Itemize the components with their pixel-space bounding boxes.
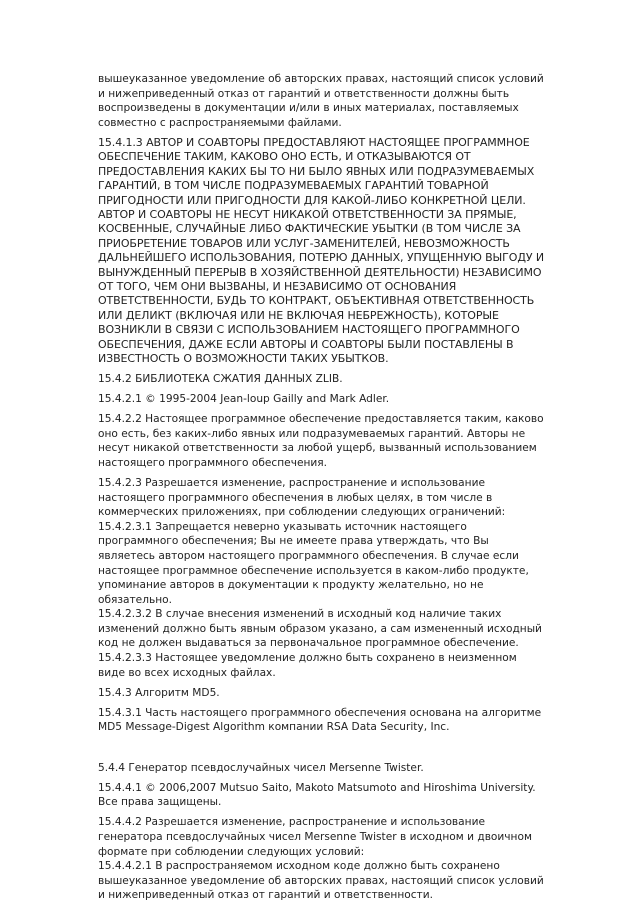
paragraph-15-4-4-2-1: 15.4.4.2.1 В распространяемом исходном коде должно быть сохранено вышеуказанное уведомление об авторских правах, настоящий список условий и нижеприведенный отказ от гарантий и ответственности. (98, 860, 544, 902)
section-15-4-2-3 (98, 476, 546, 680)
paragraph-15-4-2-3-2: 15.4.2.3.2 В случае внесения изменений в исходный код наличие таких изменений должно быть явным образом указано, а сам измененный исходный код не должен выдаваться за первоначальное программное обеспечение. (98, 608, 542, 650)
paragraph-15-4-2-3-3: 15.4.2.3.3 Настоящее уведомление должно быть сохранено в неизменном виде во всех исходных файлах. (98, 652, 517, 679)
paragraph-15-4-4-2: 15.4.4.2 Разрешается изменение, распространение и использование генератора псевдослучайных чисел Mersenne Twister в исходном и двоичном формате при соблюдении следующих условий: (98, 816, 532, 858)
heading-15-4-2-zlib: 15.4.2 БИБЛИОТЕКА СЖАТИЯ ДАННЫХ ZLIB. (98, 372, 343, 385)
paragraph-15-4-2-3: 15.4.2.3 Разрешается изменение, распространение и использование настоящего программного обеспечения в любых целях, в том числе в коммерческих приложениях, при соблюдении следующих ограничений: (98, 476, 506, 519)
paragraph-copyright-notice-continuation: вышеуказанное уведомление об авторских правах, настоящий список условий и нижеприведенный отказ от гарантий и ответственности должны быть воспроизведены в документации и/или в иных материалах, поставляемых совместно с распространяемыми файлами. (98, 73, 544, 129)
paragraph-15-4-3-1: 15.4.3.1 Часть настоящего программного обеспечения основана на алгоритме MD5 Message-Digest Algorithm компании RSA Data Security, Inc. (98, 706, 542, 734)
paragraph-15-4-2-3-1: 15.4.2.3.1 Запрещается неверно указывать источник настоящего программного обеспечения; Вы не имеете права утверждать, что Вы являетесь автором настоящего программного обеспечения. В случае если настоящее программное обеспечение используется в каком-либо продукте, упоминание авторов в документации к продукту желательно, но не обязательно. (98, 520, 529, 606)
paragraph-15-4-4-1: 15.4.4.1 © 2006,2007 Mutsuo Saito, Makoto Matsumoto and Hiroshima University. Все права защищены. (98, 781, 536, 809)
heading-5-4-4-mersenne-twister: 5.4.4 Генератор псевдослучайных чисел Mersenne Twister. (98, 761, 424, 774)
paragraph-15-4-2-2: 15.4.2.2 Настоящее программное обеспечение предоставляется таким, каково оно есть, без каких-либо явных или подразумеваемых гарантий. Авторы не несут никакой ответственности за любой ущерб, вызванный использованием настоящего программного обеспечения. (98, 413, 544, 469)
paragraph-15-4-2-1: 15.4.2.1 © 1995-2004 Jean-loup Gailly and Mark Adler. (98, 392, 390, 405)
paragraph-15-4-1-3-disclaimer: 15.4.1.3 АВТОР И СОАВТОРЫ ПРЕДОСТАВЛЯЮТ НАСТОЯЩЕЕ ПРОГРАММНОЕ ОБЕСПЕЧЕНИЕ ТАКИМ, КАКОВО ОНО ЕСТЬ, И ОТКАЗЫВАЮТСЯ ОТ ПРЕДОСТАВЛЕНИЯ КАКИХ БЫ ТО НИ БЫЛО ЯВНЫХ ИЛИ ПОДРАЗУМЕВАЕМЫХ ГАРАНТИЙ, В ТОМ ЧИСЛЕ ПОДРАЗУМЕВАЕМЫХ ГАРАНТИЙ ТОВАРНОЙ ПРИГОДНОСТИ ИЛИ ПРИГОДНОСТИ ДЛЯ КАКОЙ-ЛИБО КОНКРЕТНОЙ ЦЕЛИ. АВТОР И СОАВТОРЫ НЕ НЕСУТ НИКАКОЙ ОТВЕТСТВЕННОСТИ ЗА ПРЯМЫЕ, КОСВЕННЫЕ, СЛУЧАЙНЫЕ ЛИБО ФАКТИЧЕСКИЕ УБЫТКИ (В ТОМ ЧИСЛЕ ЗА ПРИОБРЕТЕНИЕ ТОВАРОВ ИЛИ УСЛУГ-ЗАМЕНИТЕЛЕЙ, НЕВОЗМОЖНОСТЬ ДАЛЬНЕЙШЕГО ИСПОЛЬЗОВАНИЯ, ПОТЕРЮ ДАННЫХ, УПУЩЕННУЮ ВЫГОДУ И ВЫНУЖДЕННЫЙ ПЕРЕРЫВ В ХОЗЯЙСТВЕННОЙ ДЕЯТЕЛЬНОСТИ) НЕЗАВИСИМО ОТ ТОГО, ЧЕМ ОНИ ВЫЗВАНЫ, И НЕЗАВИСИМО ОТ ОСНОВАНИЯ ОТВЕТСТВЕННОСТИ, БУДЬ ТО КОНТРАКТ, ОБЪЕКТИВНАЯ ОТВЕТСТВЕННОСТЬ ИЛИ ДЕЛИКТ (ВКЛЮЧАЯ ИЛИ НЕ ВКЛЮЧАЯ НЕБРЕЖНОСТЬ), КОТОРЫЕ ВОЗНИКЛИ В СВЯЗИ С ИСПОЛЬЗОВАНИЕМ НАСТОЯЩЕГО ПРОГРАММНОГО ОБЕСПЕЧЕНИЯ, ДАЖЕ ЕСЛИ АВТОРЫ И СОАВТОРЫ БЫЛИ ПОСТАВЛЕНЫ В ИЗВЕСТНОСТЬ О ВОЗМОЖНОСТИ ТАКИХ УБЫТКОВ. (98, 135, 544, 365)
heading-15-4-3-md5: 15.4.3 Алгоритм MD5. (98, 686, 220, 699)
document-page (98, 72, 546, 903)
paragraph-spacer (98, 741, 546, 761)
section-15-4-4-2 (98, 815, 546, 903)
